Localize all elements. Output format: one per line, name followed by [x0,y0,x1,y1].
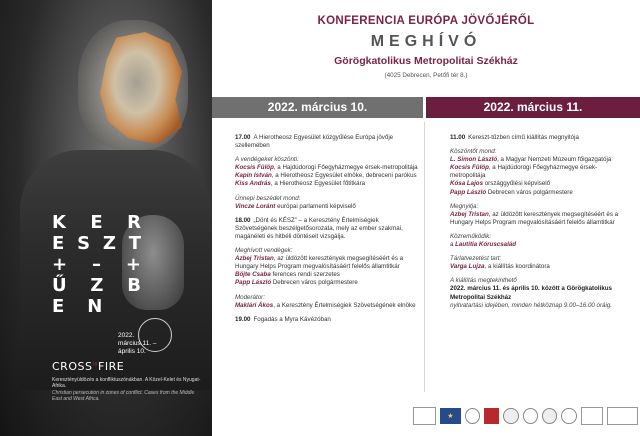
person-name: Papp László [235,279,272,287]
program-subhead: Moderátor: [235,293,265,301]
poster-letter: Z [102,233,117,254]
invitation-title: MEGHÍVÓ [370,33,482,50]
person-role: , a Hierotheosz Egyesület főtitkára [270,180,366,188]
program-person [450,189,630,197]
person-name: Vincze Loránt [235,202,276,210]
program-subhead: Tárlatvezetést tart: [450,255,502,263]
date-bar-day2: 2022. március 11. [426,97,640,118]
person-role: , a Hajdúdorogi Főegyházmegye érsek-metropolitája [273,164,418,172]
person-role: , az üldözött keresztények megsegítéséért és a Hungary Helps Program megvalósításáért felelős államtitkár [235,255,404,271]
program-subhead: Meghívott vendégek: [235,247,293,255]
person-role: , a kiállítás koordinátora [484,263,550,271]
sponsor-logo [484,408,499,424]
person-role: , a Magyar Nemzeti Múzeum főigazgatója [497,156,612,164]
program-person [450,180,630,188]
program-day2 [450,134,630,310]
sponsor-seal-icon [503,408,518,424]
program-item [450,134,630,142]
exhibition-dates: 2022. március 11. és április 10. között a Görögkatolikus Metropolitai Székház [450,285,612,301]
person-name: L. Simon László [450,156,498,164]
person-role: Debrecen város polgármestere [271,279,358,287]
person-name: Kiss András [235,180,271,188]
poster-subtitle-hu: Keresztényüldözés a konfliktuszónákban. A Közel-Kelet és Nyugat-Afrika. [52,377,201,390]
poster-letter: R [127,212,142,233]
program-text: „Dönt és KÉSZ” – a Keresztény Értelmiségiek Szövetségének beszélgetősorozata, mely az ember szakmai, magánéleti és hitbéli döntéseit vizsgálja. [235,216,403,240]
person-name: Kocsis Fülöp [235,164,274,172]
poster-title-letters [52,212,142,317]
poster-letter: – [92,254,102,275]
poster-letter-row [52,254,142,275]
poster-letter: Ű [52,275,68,296]
person-role: , a Hajdúdorogi Főegyházmegye érsek-metropolitája [450,164,598,180]
sponsor-logo [581,407,604,425]
person-prefix: a [450,241,456,249]
program-subhead: Megnyitja: [450,202,479,210]
crossinfire-logo-part: CROSS [52,360,93,373]
person-name: Azbej Tristan [235,255,274,263]
person-name: Kocsis Fülöp [450,164,489,172]
person-name: Azbej Tristan [450,210,489,218]
program-person [450,263,630,271]
program-person [450,241,630,249]
poster-exhibition-dates [118,332,157,356]
person-name: Varga Lujza [450,263,485,271]
program-text: Fogadás a Myra Kávézóban [253,315,331,323]
person-name: Lautitia Kóruscsalád [455,241,517,249]
program-person [235,302,418,310]
poster-letter-row [52,275,142,296]
program-time: 19.00 [235,315,251,323]
person-name: Kapin István [235,172,272,180]
poster-date-line: 2022. [118,332,135,339]
program-item [235,217,418,241]
person-name: Kósa Lajos [450,180,484,188]
poster-letter: E [52,233,66,254]
program-text: Kereszt-tűzben című kiállítás megnyitója [468,134,579,141]
person-role: európai parlamenti képviselő [275,202,356,210]
sponsor-seal-icon [542,408,557,424]
program-person [235,164,418,172]
venue-name: Görögkatolikus Metropolitai Székház [334,55,518,67]
venue-address: (4025 Debrecen, Petőfi tér 8.) [384,72,468,79]
exhibition-poster [0,0,212,436]
poster-letter: B [127,275,142,296]
person-role: Debrecen város polgármestere [486,188,573,196]
person-role: , az üldözött keresztények megsegítéséért és a Hungary Helps Program megvalósításáért felelős államtitkár [450,210,619,226]
program-person [235,203,418,211]
program-subhead: A vendégeket köszönti: [235,156,299,164]
poster-letter: E [52,296,66,317]
poster-subtitle [52,377,202,403]
sponsor-logos [413,404,638,428]
exhibition-hours: nyitvatartási idejében, minden hétköznap 9.00–16.00 óráig. [450,301,613,309]
program-person [235,279,418,287]
sponsor-seal-icon [523,408,538,424]
column-divider [424,122,425,392]
program-person [235,255,418,271]
program-time: 11.00 [450,134,466,141]
sponsor-logo [413,407,436,425]
program-person [450,211,630,227]
program-day1 [235,134,418,324]
poster-letter-row [52,296,142,317]
crossinfire-logo-sup: in [92,361,99,368]
person-role: , a Hierotheosz Egyesület elnöke, debreceni parókus [271,172,417,180]
program-subhead: Közreműködik: [450,232,491,240]
program-person [450,164,630,180]
program-text: A Hierotheosz Egyesület közgyűlése Európa jövője szellemében [235,134,394,150]
program-subhead: Köszöntőt mond: [450,148,497,156]
poster-letter: E [90,212,104,233]
program-subhead: A kiállítás megtekinthető [450,277,517,285]
person-role: országgyűlési képviselő [483,180,551,188]
poster-letter: N [87,296,104,317]
conference-title: KONFERENCIA EURÓPA JÖVŐJÉRŐL [317,15,535,27]
poster-subtitle-en: Christian persecution in zones of conflict. Cases from the Middle East and West Africa. [52,389,195,403]
poster-letter-row [52,233,142,254]
program-time: 18.00 [235,216,251,224]
person-role: , a Keresztény Értelmiségiek Szövetségének elnöke [273,301,416,309]
poster-letter: K [52,212,67,233]
poster-date-line: március 11. – [118,340,157,347]
poster-letter: Z [90,275,105,296]
poster-date-line: április 10. [118,348,146,355]
crossinfire-logo [52,360,124,373]
program-item [235,134,418,150]
person-name: Maklári Ákos [235,301,274,309]
sponsor-seal-icon [465,408,480,424]
program-time: 17.00 [235,134,251,141]
poster-letter: + [52,254,69,275]
person-name: Papp László [450,188,487,196]
program-person [235,180,418,188]
program-person [235,271,418,279]
poster-letter: S [77,233,92,254]
poster-letter-row [52,212,142,233]
program-person [450,156,630,164]
eu-flag-icon: ★ [440,408,461,424]
poster-letter: T [128,233,142,254]
person-name: Böjte Csaba [235,271,271,279]
sponsor-logo [607,407,638,425]
sponsor-seal-icon [561,408,576,424]
program-subhead: Ünnepi beszédet mond: [235,194,301,202]
date-bar-day1: 2022. március 10. [212,97,423,118]
person-role: ferences rendi szerzetes [270,271,340,279]
poster-letter: + [125,254,142,275]
program-person [235,172,418,180]
crossinfire-logo-part: FIRE [98,360,125,373]
program-item [235,316,418,324]
